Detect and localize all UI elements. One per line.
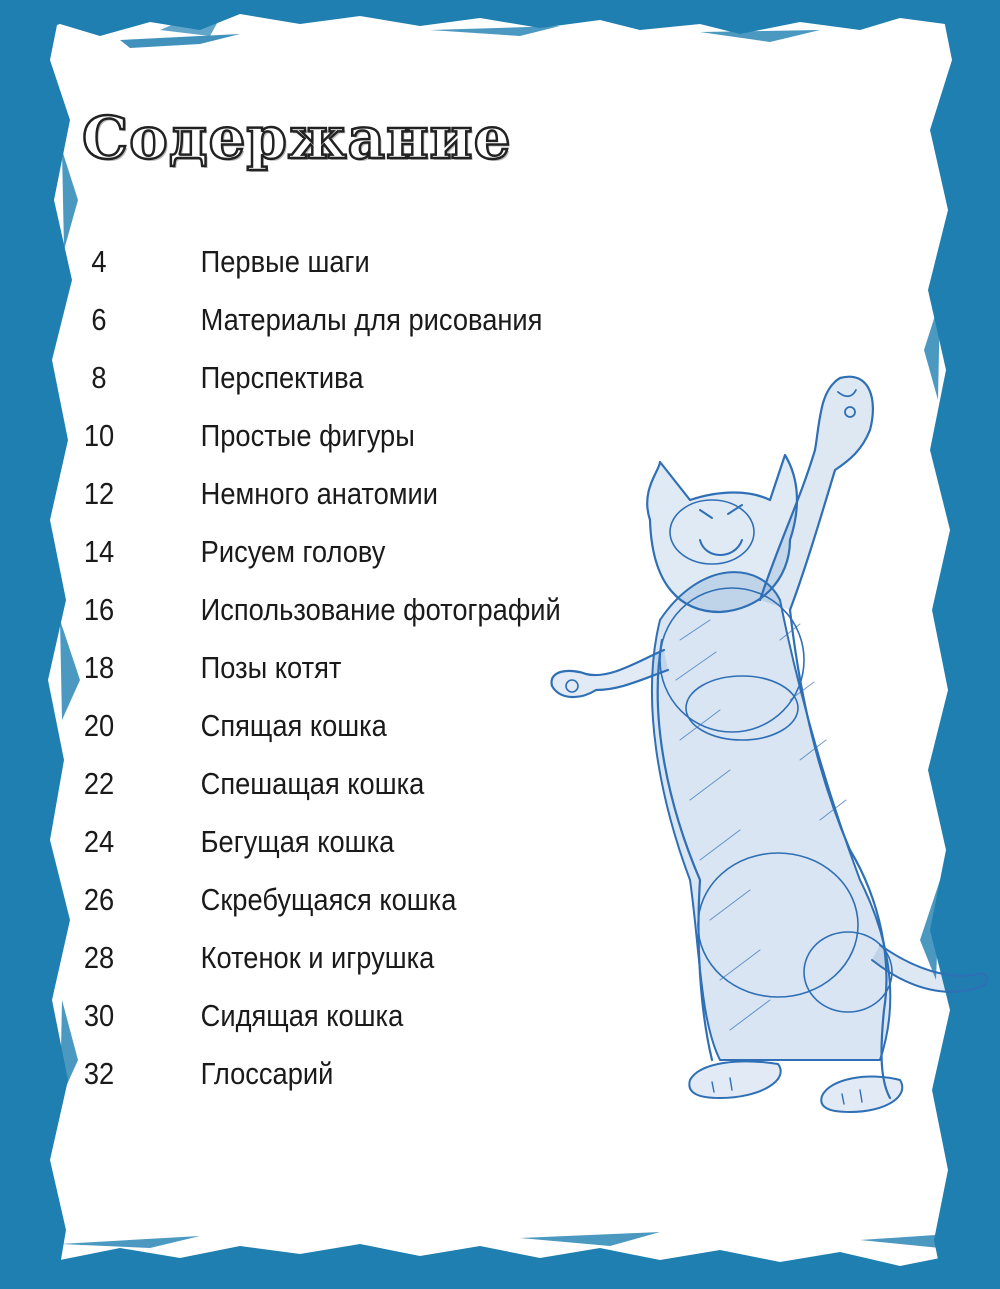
toc-chapter-title: Скребущаяся кошка [200, 882, 457, 917]
toc-page-number: 8 [91, 360, 107, 395]
toc-entry [0, 410, 546, 468]
toc-chapter-title: Использование фотографий [200, 592, 561, 627]
toc-chapter-title: Глоссарий [200, 1056, 334, 1091]
toc-page-number: 20 [83, 708, 115, 743]
toc-entry [0, 352, 546, 410]
toc-entry [0, 874, 546, 932]
toc-entry [0, 584, 561, 642]
toc-page-number: 12 [83, 476, 115, 511]
toc-page-number: 24 [83, 824, 115, 859]
toc-entry [0, 758, 546, 816]
toc-chapter-title: Бегущая кошка [200, 824, 395, 859]
toc-chapter-title: Первые шаги [200, 244, 370, 279]
toc-page-number: 18 [83, 650, 115, 685]
toc-page-number: 10 [83, 418, 115, 453]
toc-entry [0, 294, 546, 352]
toc-chapter-title: Перспектива [200, 360, 364, 395]
toc-chapter-title: Спешащая кошка [200, 766, 425, 801]
toc-entry [0, 642, 546, 700]
toc-entry [0, 700, 546, 758]
toc-chapter-title: Сидящая кошка [200, 998, 404, 1033]
toc-chapter-title: Котенок и игрушка [200, 940, 435, 975]
toc-page-number: 30 [83, 998, 115, 1033]
toc-page-number: 26 [83, 882, 115, 917]
toc-chapter-title: Немного анатомии [200, 476, 439, 511]
toc-page-number: 6 [91, 302, 107, 337]
toc-chapter-title: Позы котят [200, 650, 342, 685]
toc-chapter-title: Материалы для рисования [200, 302, 543, 337]
toc-page-number: 4 [91, 244, 107, 279]
toc-entry [0, 816, 546, 874]
toc-entry [0, 990, 546, 1048]
toc-page-number: 22 [83, 766, 115, 801]
toc-entry [0, 526, 546, 584]
table-of-contents [0, 236, 620, 1106]
toc-page-number: 16 [83, 592, 115, 627]
toc-entry [0, 468, 546, 526]
toc-page-number: 32 [83, 1056, 115, 1091]
page-title: Содержание [82, 104, 512, 172]
toc-entry [0, 1048, 546, 1106]
toc-chapter-title: Спящая кошка [200, 708, 387, 743]
toc-page-number: 14 [83, 534, 115, 569]
toc-chapter-title: Рисуем голову [200, 534, 386, 569]
toc-entry [0, 932, 546, 990]
toc-chapter-title: Простые фигуры [200, 418, 415, 453]
cat-sketch-illustration [540, 360, 1000, 1120]
toc-entry [0, 236, 546, 294]
toc-page-number: 28 [83, 940, 115, 975]
